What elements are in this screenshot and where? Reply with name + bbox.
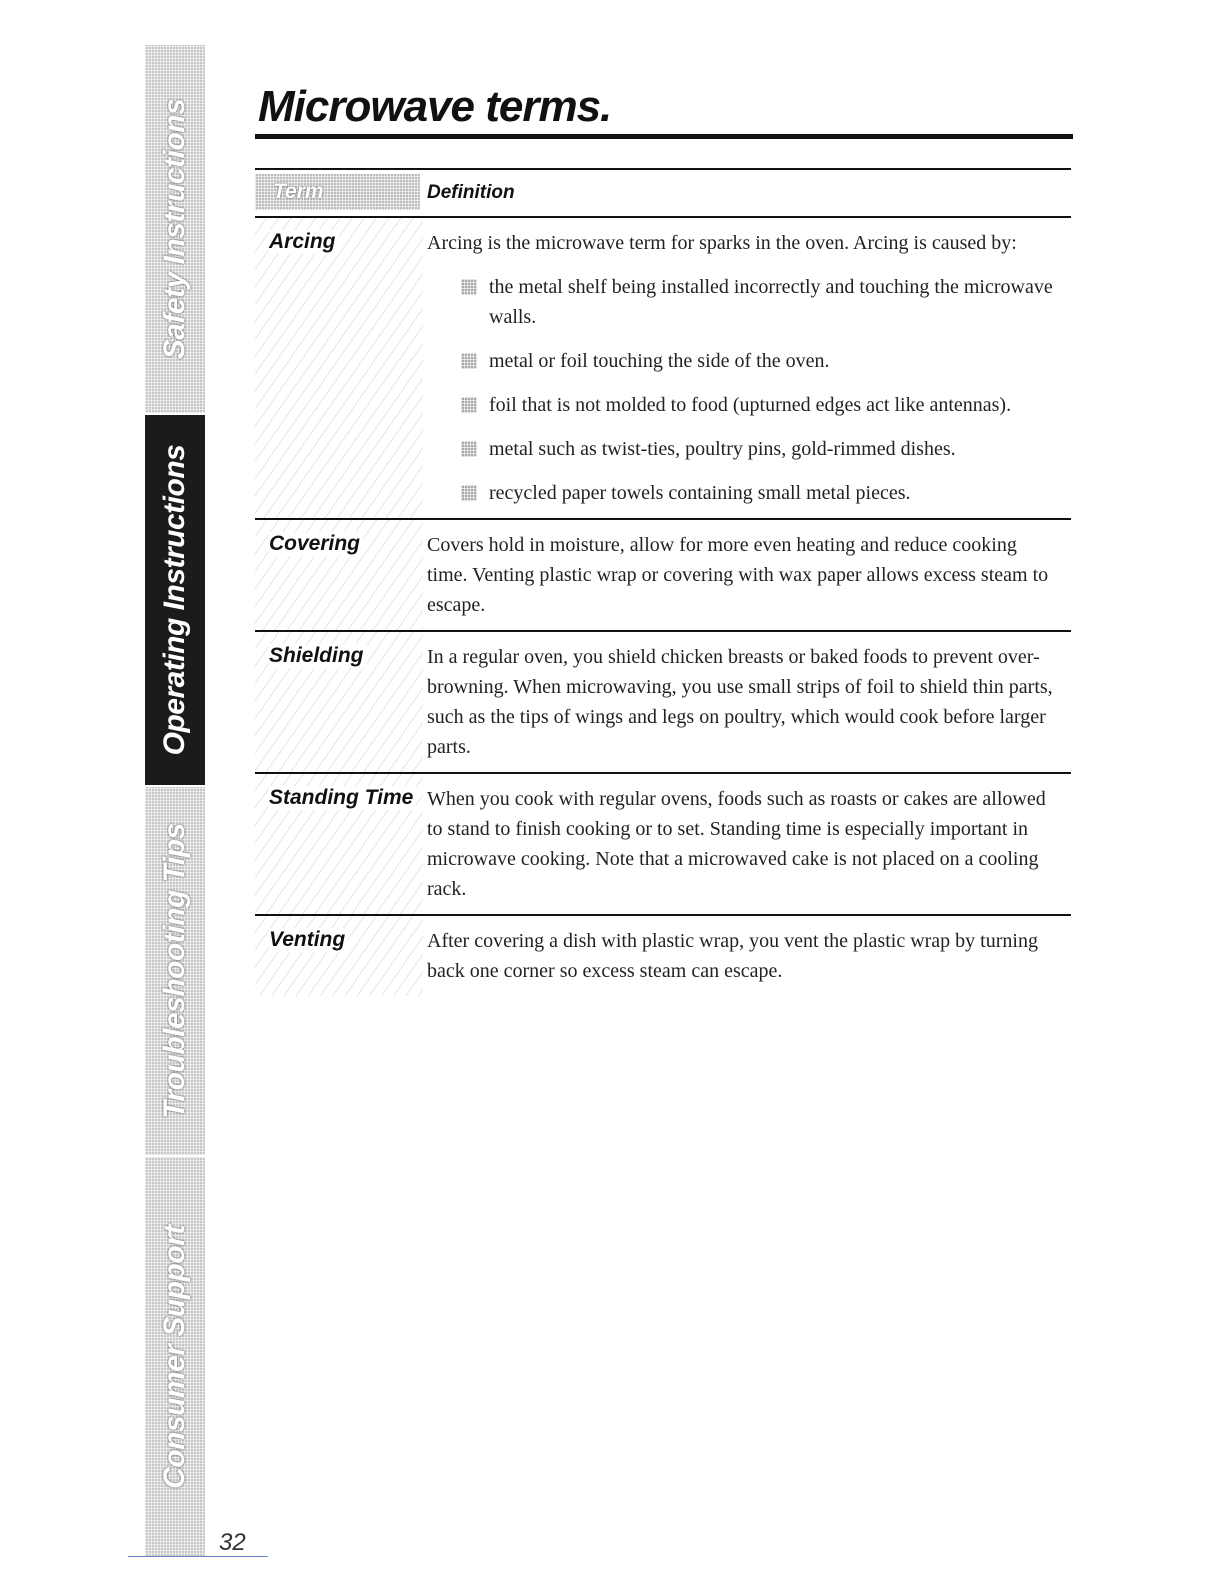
square-bullet-icon (461, 397, 477, 413)
header-term-cell (255, 174, 420, 210)
section-sidebar (145, 45, 205, 1557)
term-label: Venting (269, 928, 348, 952)
page-number: 32 (219, 1529, 246, 1556)
tab-label: Safety Instructions (158, 98, 191, 360)
list-item (461, 390, 1061, 420)
list-item (461, 434, 1061, 464)
terms-table (255, 168, 1071, 996)
header-term: Term (273, 180, 324, 203)
list-item (461, 272, 1061, 332)
square-bullet-icon (461, 485, 477, 501)
tab-label: Troubleshooting Tips (158, 823, 191, 1119)
tab-operating-instructions[interactable] (145, 415, 205, 787)
definition-text: Covers hold in moisture, allow for more even heating and reduce cooking time. Venting plastic wrap or covering with wax paper allows excess steam to escape. (427, 534, 1049, 616)
page-title: Microwave terms. (258, 82, 612, 131)
term-label: Shielding (269, 644, 367, 668)
term-cell (255, 218, 423, 518)
term-cell (255, 774, 423, 914)
definition-text: When you cook with regular ovens, foods such as roasts or cakes are allowed to stand to finish cooking or to set. Standing time is especially important in microwave cooking. Note that a microwaved cake is not placed on a cooling rack. (427, 788, 1046, 900)
bullet-text: foil that is not molded to food (upturned edges act like antennas). (489, 394, 1012, 416)
definition-cell (427, 520, 1071, 630)
tab-safety-instructions[interactable] (145, 45, 205, 415)
table-row (255, 520, 1071, 632)
table-header (255, 170, 1071, 218)
square-bullet-icon (461, 353, 477, 369)
header-definition: Definition (427, 182, 515, 203)
tab-label: Operating Instructions (158, 444, 191, 756)
table-row (255, 916, 1071, 996)
square-bullet-icon (461, 279, 477, 295)
bullet-text: metal or foil touching the side of the oven. (489, 350, 830, 372)
square-bullet-icon (461, 441, 477, 457)
definition-cell (427, 916, 1071, 996)
list-item (461, 478, 1061, 508)
term-label: Covering (269, 532, 363, 556)
term-cell (255, 520, 423, 630)
tab-troubleshooting-tips[interactable] (145, 787, 205, 1157)
table-row (255, 218, 1071, 520)
bullet-list (427, 272, 1061, 508)
title-divider (255, 134, 1073, 139)
definition-cell (427, 632, 1071, 772)
definition-text: Arcing is the microwave term for sparks in the oven. Arcing is caused by: (427, 232, 1017, 254)
term-label: Arcing (269, 230, 339, 254)
term-label: Standing Time (269, 786, 416, 810)
table-row (255, 774, 1071, 916)
term-cell (255, 916, 423, 996)
bullet-text: metal such as twist-ties, poultry pins, gold-rimmed dishes. (489, 438, 956, 460)
footer-divider (128, 1556, 268, 1557)
bullet-text: the metal shelf being installed incorrectly and touching the microwave walls. (489, 276, 1053, 328)
definition-text: After covering a dish with plastic wrap, you vent the plastic wrap by turning back one corner so excess steam can escape. (427, 930, 1038, 982)
tab-label: Consumer Support (158, 1225, 191, 1489)
definition-cell (427, 218, 1071, 518)
definition-text: In a regular oven, you shield chicken breasts or baked foods to prevent over-browning. When microwaving, you use small strips of foil to shield thin parts, such as the tips of wings and legs on poultry, which would cook before larger parts. (427, 646, 1053, 758)
tab-consumer-support[interactable] (145, 1157, 205, 1557)
table-row (255, 632, 1071, 774)
term-cell (255, 632, 423, 772)
definition-cell (427, 774, 1071, 914)
bullet-text: recycled paper towels containing small metal pieces. (489, 482, 911, 504)
list-item (461, 346, 1061, 376)
